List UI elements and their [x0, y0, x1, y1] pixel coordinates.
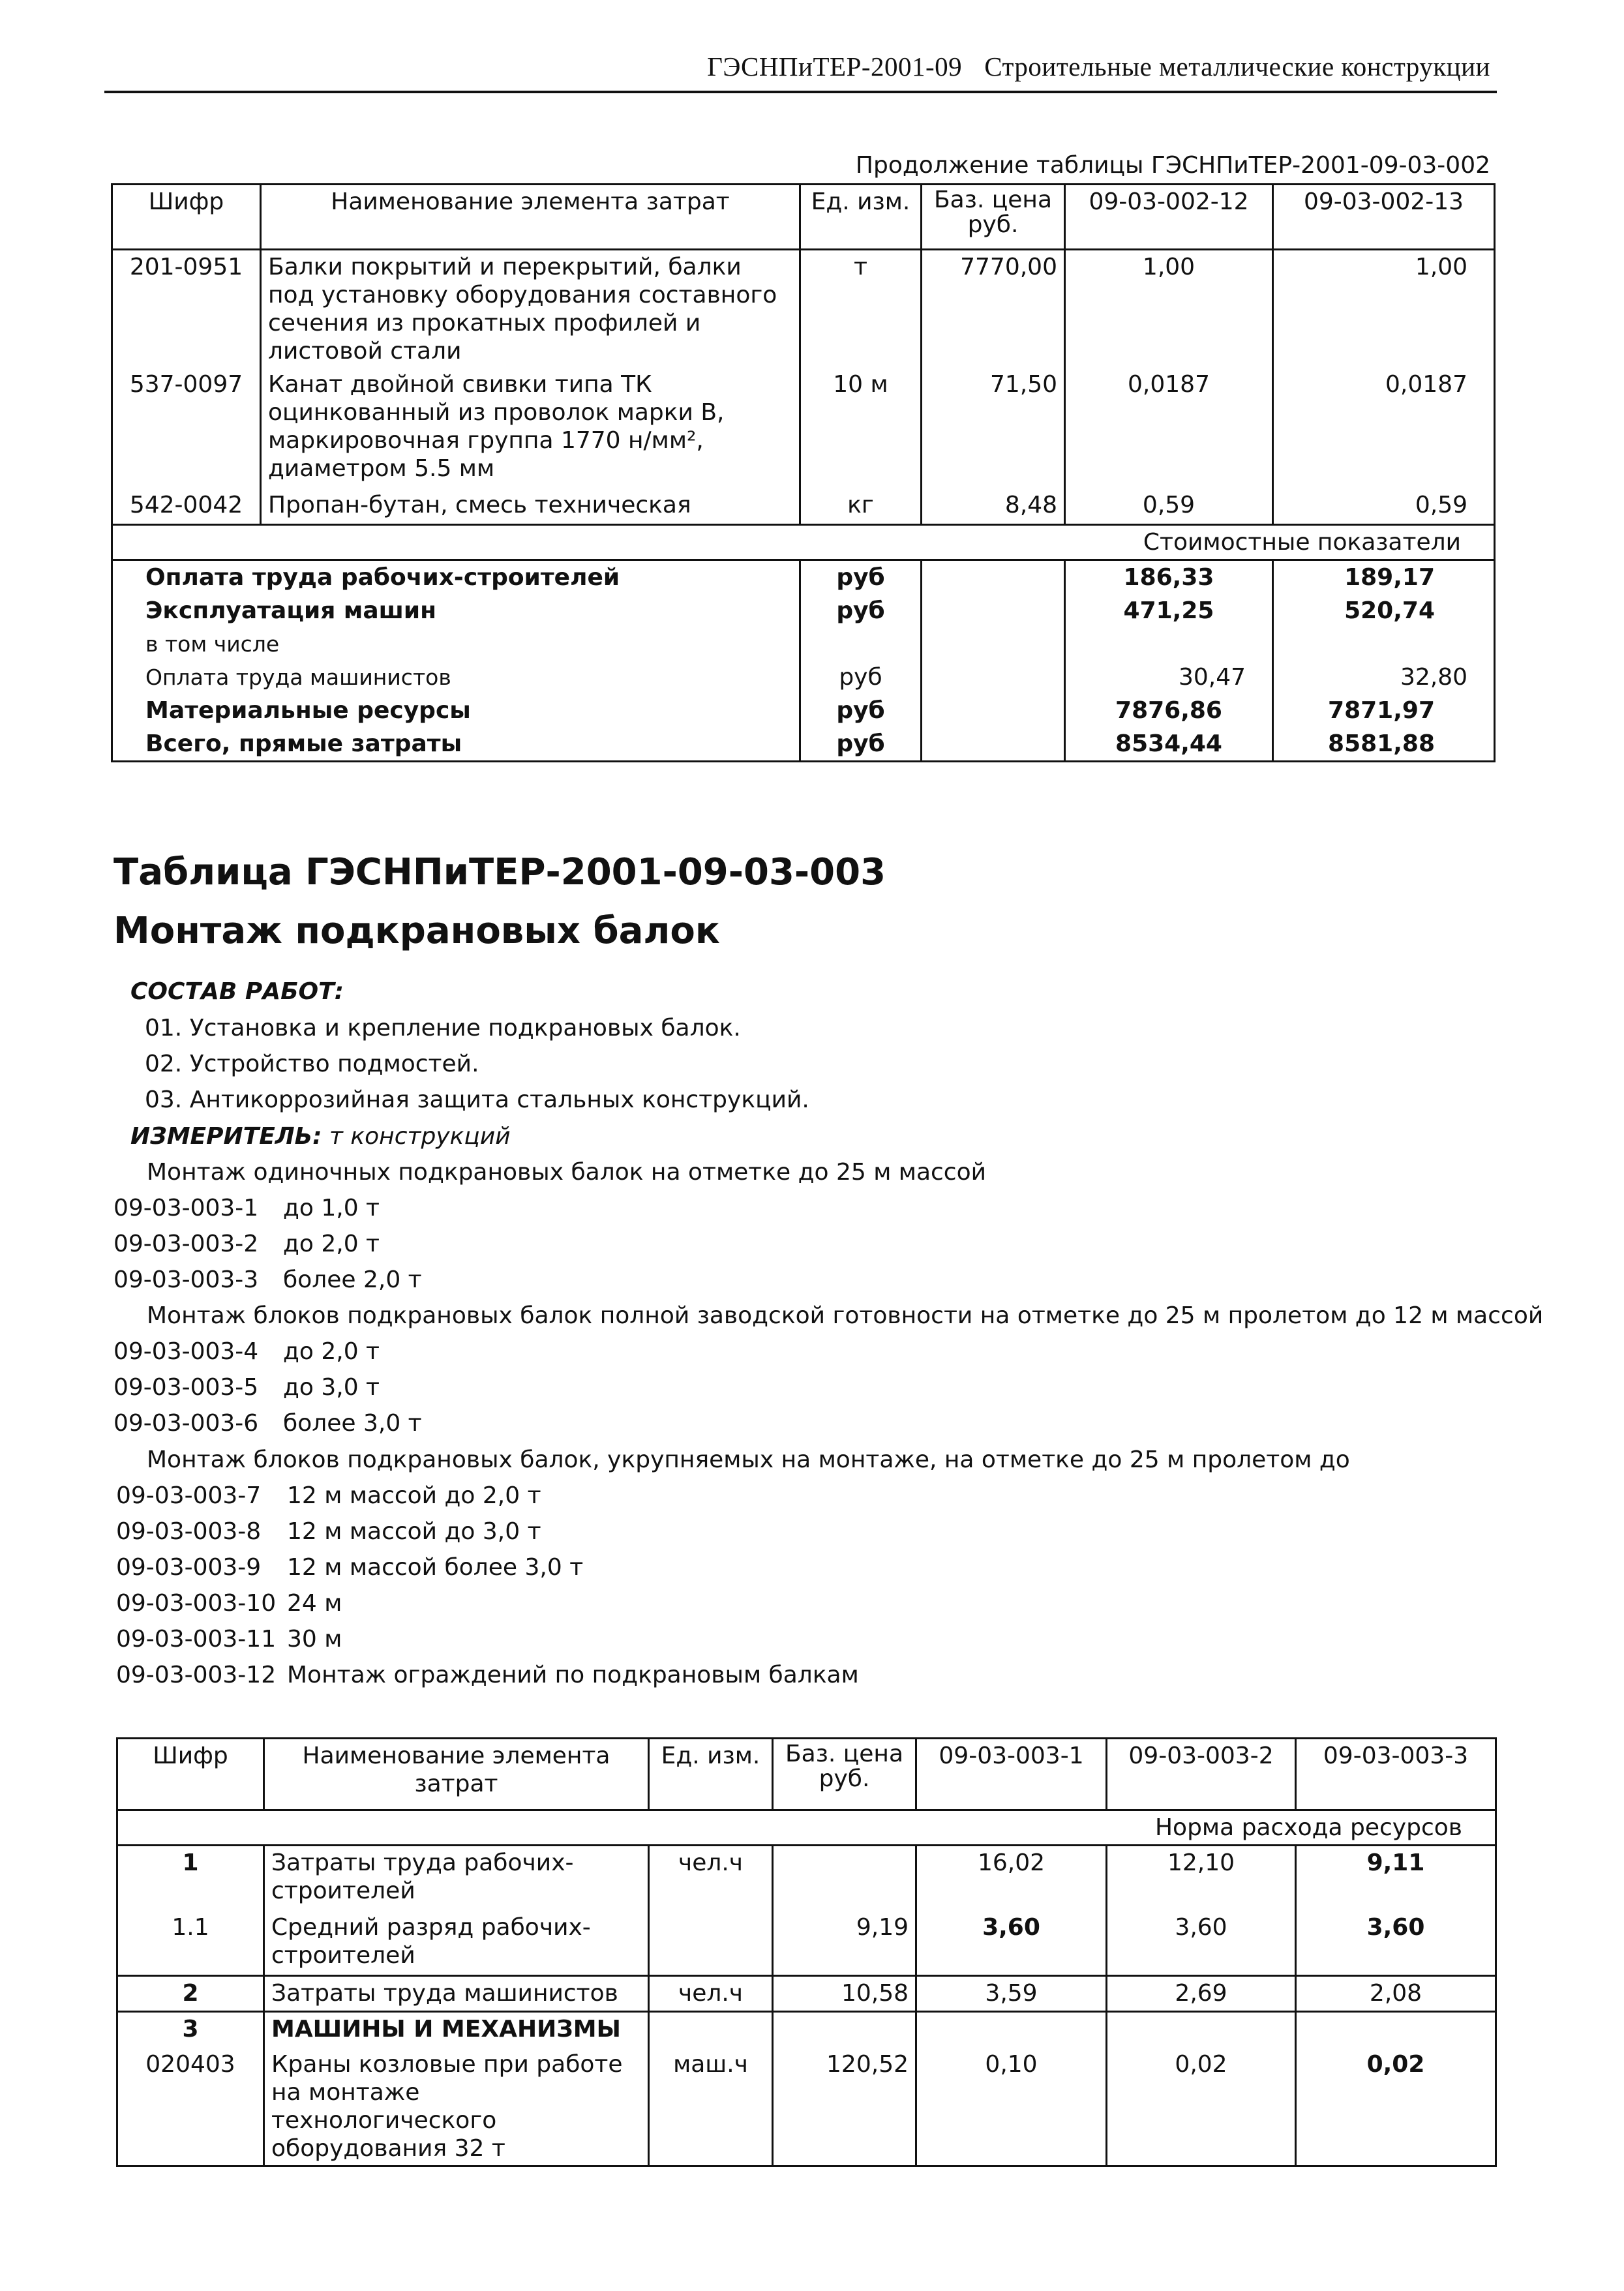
row-unit: кг [800, 488, 922, 524]
item-text: 12 м массой более 3,0 т [287, 1554, 584, 1581]
cost-value: 8581,88 [1273, 727, 1495, 762]
item-code: 09-03-003-2 [113, 1231, 259, 1257]
item-text: 12 м массой до 3,0 т [287, 1518, 541, 1545]
table2-header: 09-03-003-1 [916, 1739, 1107, 1810]
table1-header-row [112, 185, 1495, 250]
section-subtitle: Монтаж подкрановых балок [113, 910, 720, 952]
group-heading: Монтаж блоков подкрановых балок, укрупняемых на монтаже, на отметке до 25 м пролетом до [147, 1446, 1350, 1473]
empty-cell [922, 694, 1065, 727]
item-text: до 3,0 т [283, 1374, 380, 1401]
section-label-row [117, 1810, 1496, 1846]
item-code: 09-03-003-11 [116, 1626, 277, 1653]
cost-value: 471,25 [1065, 594, 1273, 627]
cost-name: Эксплуатация машин [112, 594, 800, 627]
row-value: 3,60 [1296, 1911, 1496, 1976]
cost-value: 186,33 [1065, 560, 1273, 594]
empty-cell [922, 560, 1065, 594]
item-text: более 3,0 т [283, 1410, 422, 1437]
table2-header-row [117, 1739, 1496, 1810]
row-value: 1,00 [1273, 250, 1495, 368]
item-text: 30 м [287, 1626, 342, 1653]
cost-name: Всего, прямые затраты [112, 727, 800, 762]
cost-name: Материальные ресурсы [112, 694, 800, 727]
empty-cell [922, 594, 1065, 627]
work-item: 01. Установка и крепление подкрановых балок. [145, 1015, 741, 1041]
works-label: СОСТАВ РАБОТ: [130, 978, 344, 1005]
cost-row [112, 694, 1495, 727]
cost-row [112, 727, 1495, 762]
item-text: до 2,0 т [283, 1338, 380, 1365]
item-text: 24 м [287, 1590, 342, 1617]
row-value: 1,00 [1065, 250, 1273, 368]
item-code: 09-03-003-9 [116, 1554, 262, 1581]
table2-header: 09-03-003-2 [1107, 1739, 1296, 1810]
table-row [117, 2048, 1496, 2166]
row-price [773, 1846, 916, 1911]
row-price: 7770,00 [922, 250, 1065, 368]
empty-cell [922, 661, 1065, 694]
item-text: до 1,0 т [283, 1195, 380, 1221]
work-item: 02. Устройство подмостей. [145, 1051, 479, 1077]
row-name: Затраты труда машинистов [264, 1976, 649, 2012]
row-unit: т [800, 250, 922, 368]
item-code: 09-03-003-4 [113, 1338, 259, 1365]
table1-header: 09-03-002-12 [1065, 185, 1273, 250]
row-price: 71,50 [922, 368, 1065, 488]
row-name: Канат двойной свивки типа ТК оцинкованный из проволок марки В, маркировочная группа 1770 н/мм², диаметром 5.5 мм [261, 368, 800, 488]
cost-value: 189,17 [1273, 560, 1495, 594]
section-label: Стоимостные показатели [112, 524, 1495, 560]
table-row [117, 1976, 1496, 2012]
row-value: 0,10 [916, 2048, 1107, 2166]
row-name: Пропан-бутан, смесь техническая [261, 488, 800, 524]
table-row [117, 2012, 1496, 2048]
table-row [112, 368, 1495, 488]
row-unit: маш.ч [649, 2048, 773, 2166]
row-value: 0,0187 [1273, 368, 1495, 488]
continuation-label: Продолжение таблицы ГЭСНПиТЕР-2001-09-03-002 [855, 152, 1490, 179]
row-price: 10,58 [773, 1976, 916, 2012]
item-text: 12 м массой до 2,0 т [287, 1482, 541, 1509]
cost-unit: руб [800, 727, 922, 762]
table1-header: Ед. изм. [800, 185, 922, 250]
item-code: 09-03-003-5 [113, 1374, 259, 1401]
row-value: 0,59 [1273, 488, 1495, 524]
row-unit [649, 2012, 773, 2048]
cost-name: в том числе [112, 627, 800, 661]
item-code: 09-03-003-3 [113, 1266, 259, 1293]
running-header [707, 51, 1490, 82]
row-code: 020403 [117, 2048, 264, 2166]
table-resources [116, 1737, 1497, 2167]
item-code: 09-03-003-8 [116, 1518, 262, 1545]
section-label: Норма расхода ресурсов [117, 1810, 1496, 1846]
empty-cell [922, 727, 1065, 762]
item-code: 09-03-003-7 [116, 1482, 262, 1509]
cost-value: 7876,86 [1065, 694, 1273, 727]
cost-unit: руб [800, 560, 922, 594]
row-value: 0,0187 [1065, 368, 1273, 488]
row-code: 542-0042 [112, 488, 261, 524]
row-price: 9,19 [773, 1911, 916, 1976]
table2-header: 09-03-003-3 [1296, 1739, 1496, 1810]
cost-value [1273, 627, 1495, 661]
row-code: 537-0097 [112, 368, 261, 488]
cost-row [112, 627, 1495, 661]
row-value: 3,59 [916, 1976, 1107, 2012]
table1-header: 09-03-002-13 [1273, 185, 1495, 250]
table1-header: Наименование элемента затрат [261, 185, 800, 250]
row-name: Средний разряд рабочих-строителей [264, 1911, 649, 1976]
table2-header: Ед. изм. [649, 1739, 773, 1810]
row-value: 12,10 [1107, 1846, 1296, 1911]
row-unit: чел.ч [649, 1846, 773, 1911]
row-code: 2 [117, 1976, 264, 2012]
table2-header: Баз. цена руб. [773, 1739, 916, 1810]
cost-row [112, 560, 1495, 594]
row-value: 0,02 [1107, 2048, 1296, 2166]
item-code: 09-03-003-1 [113, 1195, 259, 1221]
row-code: 3 [117, 2012, 264, 2048]
cost-value: 520,74 [1273, 594, 1495, 627]
section-label-row [112, 524, 1495, 560]
item-text: до 2,0 т [283, 1231, 380, 1257]
row-value: 0,59 [1065, 488, 1273, 524]
meter-label: ИЗМЕРИТЕЛЬ: [130, 1123, 322, 1150]
table2-header: Наименование элемента затрат [264, 1739, 649, 1810]
row-unit: чел.ч [649, 1976, 773, 2012]
row-value [1296, 2012, 1496, 2048]
group-heading: Монтаж блоков подкрановых балок полной заводской готовности на отметке до 25 м пролетом до 12 м массой [147, 1302, 1544, 1329]
cost-value: 32,80 [1273, 661, 1495, 694]
cost-unit: руб [800, 694, 922, 727]
header-code: ГЭСНПиТЕР-2001-09 [707, 52, 963, 82]
section-title: Таблица ГЭСНПиТЕР-2001-09-03-003 [113, 851, 886, 893]
row-price: 8,48 [922, 488, 1065, 524]
row-code: 1 [117, 1846, 264, 1911]
table-continuation [111, 183, 1496, 762]
row-price [773, 2012, 916, 2048]
cost-unit: руб [800, 661, 922, 694]
row-name: Затраты труда рабочих-строителей [264, 1846, 649, 1911]
row-value: 16,02 [916, 1846, 1107, 1911]
row-value: 0,02 [1296, 2048, 1496, 2166]
cost-value [1065, 627, 1273, 661]
row-name: Балки покрытий и перекрытий, балки под установку оборудования составного сечения из прокатных профилей и листовой стали [261, 250, 800, 368]
row-unit [649, 1911, 773, 1976]
row-value [916, 2012, 1107, 2048]
meter-value: т конструкций [329, 1123, 511, 1150]
cost-value: 8534,44 [1065, 727, 1273, 762]
row-value: 3,60 [916, 1911, 1107, 1976]
item-text: более 2,0 т [283, 1266, 422, 1293]
table-row [112, 250, 1495, 368]
cost-row [112, 661, 1495, 694]
row-name: Краны козловые при работе на монтаже технологического оборудования 32 т [264, 2048, 649, 2166]
table1-header: Шифр [112, 185, 261, 250]
row-code: 1.1 [117, 1911, 264, 1976]
row-name: МАШИНЫ И МЕХАНИЗМЫ [264, 2012, 649, 2048]
header-rule [104, 91, 1497, 93]
item-code: 09-03-003-6 [113, 1410, 259, 1437]
row-code: 201-0951 [112, 250, 261, 368]
cost-value: 30,47 [1065, 661, 1273, 694]
row-unit: 10 м [800, 368, 922, 488]
group-heading: Монтаж одиночных подкрановых балок на отметке до 25 м массой [147, 1159, 987, 1186]
work-item: 03. Антикоррозийная защита стальных конструкций. [145, 1086, 809, 1113]
table1-header: Баз. цена руб. [922, 185, 1065, 250]
table2-header: Шифр [117, 1739, 264, 1810]
row-value: 3,60 [1107, 1911, 1296, 1976]
cost-unit [800, 627, 922, 661]
row-value: 9,11 [1296, 1846, 1496, 1911]
row-value: 2,08 [1296, 1976, 1496, 2012]
cost-name: Оплата труда рабочих-строителей [112, 560, 800, 594]
item-text: Монтаж ограждений по подкрановым балкам [287, 1662, 859, 1688]
item-code: 09-03-003-10 [116, 1590, 277, 1617]
table-row [112, 488, 1495, 524]
table-row [117, 1846, 1496, 1911]
cost-value: 7871,97 [1273, 694, 1495, 727]
header-title: Строительные металлические конструкции [984, 52, 1490, 82]
meter-line [130, 1123, 511, 1150]
row-value [1107, 2012, 1296, 2048]
row-price: 120,52 [773, 2048, 916, 2166]
row-value: 2,69 [1107, 1976, 1296, 2012]
cost-row [112, 594, 1495, 627]
empty-cell [922, 627, 1065, 661]
cost-name: Оплата труда машинистов [112, 661, 800, 694]
item-code: 09-03-003-12 [116, 1662, 277, 1688]
table-row [117, 1911, 1496, 1976]
cost-unit: руб [800, 594, 922, 627]
